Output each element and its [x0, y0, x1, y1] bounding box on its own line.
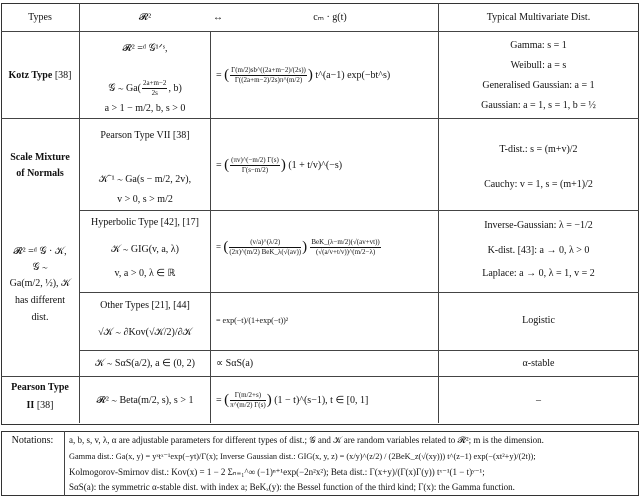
smn-label-1: Scale Mixture	[10, 151, 70, 163]
pearson2-label: Pearson Type	[11, 381, 69, 393]
sas-formula: ∝ SαS(a)	[216, 358, 254, 369]
typical-laplace: Laplace: a → 0, λ = 1, v = 2	[482, 267, 595, 279]
typical-t-dist: T-dist.: s = (m+v)/2	[499, 143, 578, 155]
header-typical: Typical Multivariate Dist.	[486, 12, 591, 23]
typical-gamma: Gamma: s = 1	[510, 39, 567, 51]
notation-line: a, b, s, v, λ, α are adjustable parameters for different types of dist.; 𝒢 and 𝒦 are random variables related to 𝓡²; m is the dimension.	[69, 434, 544, 445]
notations-label: Notations:	[11, 434, 54, 446]
other-types-dist: √𝒦 ∼ ∂Kov(√𝒦/2)/∂𝒦	[98, 326, 192, 338]
header-cmg: cₘ · g(t)	[313, 12, 347, 23]
kotz-label: Kotz Type [38]	[8, 69, 72, 81]
typical-alpha-stable: α-stable	[522, 358, 555, 369]
header-types: Types	[28, 12, 52, 23]
pearson7-name: Pearson Type VII [38]	[100, 129, 190, 141]
typical-gaussian: Gaussian: a = 1, s = 1, b = ½	[481, 99, 596, 111]
hyperbolic-dist: 𝒦 ∼ GIG(v, a, λ)	[110, 243, 179, 255]
typical-weibull: Weibull: a = s	[510, 59, 567, 71]
kotz-g-dist: 𝒢 ∼ Ga( $\frac{2a+m-2}{2s}$ , b)	[108, 79, 182, 97]
typical-logistic: Logistic	[522, 314, 555, 326]
header-arrow: ↔	[213, 12, 223, 23]
smn-label-2: of Normals	[16, 167, 64, 179]
hyperbolic-cond: v, a > 0, λ ∈ ℝ	[114, 267, 176, 279]
pearson2-formula: = ( $\frac{\Gamma(m/2+s)}{\pi\^{}(m/2) \Gamma(s)}$ ) (1 − t)^(s−1), t ∈ [0, 1]	[216, 391, 369, 409]
pearson2-dist: 𝓡² ∼ Beta(m/2, s), s > 1	[96, 394, 194, 406]
other-types-name: Other Types [21], [44]	[100, 299, 190, 311]
hyperbolic-name: Hyperbolic Type [42], [17]	[91, 216, 199, 228]
hyperbolic-formula: = ( $\frac{(v/a)\^{}(\lambda/2)}{\text{(2π)\textasciicircum{}(m/2) BeK\_λ(√(av))}}$ ) $\frac{\text{BeK\_(λ−m/2)(√(av+vt))}}{(√(a/v+t/v))\^{}(m/2-\lambda)}$	[216, 238, 380, 256]
kotz-cond: a > 1 − m/2, b, s > 0	[104, 102, 186, 114]
typical-cauchy: Cauchy: v = 1, s = (m+1)/2	[484, 178, 593, 190]
smn-def-2: 𝒢 ∼	[32, 261, 48, 273]
typical-inverse-gaussian: Inverse-Gaussian: λ = −1/2	[484, 219, 593, 231]
smn-def: 𝓡² =ᵈ 𝒢 · 𝒦,	[13, 245, 67, 257]
sas-dist: 𝒦 ∼ SαS(a/2), a ∈ (0, 2)	[95, 358, 195, 369]
typical-pearson2: –	[536, 394, 541, 406]
smn-def-4: has different	[14, 294, 66, 306]
pearson7-formula: = ( $\frac{(\pi v)\^{}(-m/2) \Gamma(s)}{\Gamma(s-m/2)}$ ) (1 + t/v)^(−s)	[216, 156, 343, 174]
notation-line: Kolmogorov-Smirnov dist.: Kov(x) = 1 − 2 Σₙ₌₁^∞ (−1)ⁿ⁺¹exp(−2n²x²); Beta dist.: Γ(x+y)/(Γ(x)Γ(y)) tˣ⁻¹(1 − t)ʸ⁻¹;	[69, 466, 485, 477]
pearson2-label-2: II [38]	[26, 399, 54, 411]
notation-line: Gamma dist.: Ga(x, y) = yˣtˣ⁻¹exp(−yt)/Γ(x); Inverse Gaussian dist.: GIG(x, y, z) = (x/y)^(z/2) / (2BeK_z(√(xy))) t^(z−1) exp(−(xt²+y)/(2t));	[69, 452, 536, 461]
notation-line: SαS(a): the symmetric α-stable dist. with index a; BeKₓ(y): the Bessel function of the third kind; Γ(x): the Gamma function.	[69, 482, 515, 492]
pearson7-dist: 𝒦⁻¹ ∼ Ga(s − m/2, 2v),	[98, 173, 192, 185]
kotz-r2-def: 𝓡² =ᵈ 𝒢¹ᐟˢ,	[122, 42, 168, 54]
typical-gen-gaussian: Generalised Gaussian: a = 1	[482, 79, 595, 91]
smn-def-5: dist.	[31, 311, 49, 323]
header-r2: 𝓡²	[138, 12, 152, 23]
pearson7-cond: v > 0, s > m/2	[117, 193, 173, 205]
smn-def-3: Ga(m/2, ½), 𝒦	[9, 277, 71, 289]
other-types-formula: = exp(−t)/(1+exp(−t))²	[216, 315, 289, 325]
typical-k-dist: K-dist. [43]: a → 0, λ > 0	[487, 244, 590, 256]
kotz-formula: = ( $\frac{\Gamma(m/2)sb\^{}((2a+m-2)/(2s))}{\Gamma((2a+m-2)/2s)\pi\^{}(m/2)}$ ) t^(a−1) exp(−bt^s)	[216, 66, 391, 84]
